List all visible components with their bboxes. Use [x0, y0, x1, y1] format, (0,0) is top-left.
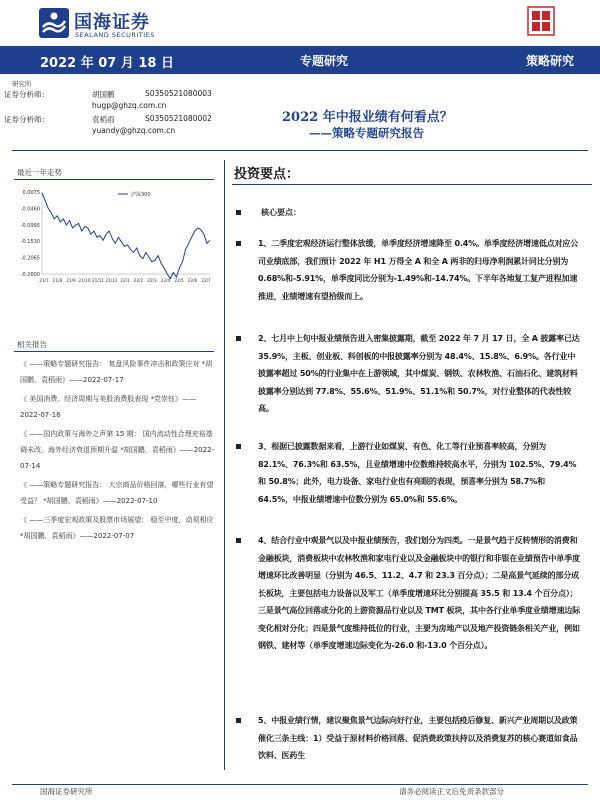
footer-disclaimer: 请务必阅读正文后免责条款部分: [399, 787, 504, 796]
analyst-email[interactable]: hugp@ghzq.com.cn: [92, 101, 167, 110]
y-tick-label: -0.0995: [20, 222, 40, 229]
related-report-item[interactable]: 《 ——国内政策与海外之声第 15 期： 国内流动性合理充裕基调未改，海外经济衰退预期升温 *胡国鹏，袁稻雨》——2022-07-14: [20, 430, 215, 470]
x-tick-label: 22/4: [160, 278, 171, 283]
related-report-item[interactable]: 《 ——三季度宏观政策及股票市场展望： 稳至中度，动须相应 *胡国鹏，袁稻雨》——2022-07-07: [20, 516, 214, 540]
divider: [12, 784, 588, 785]
trend-title: 最近一年走势: [17, 168, 62, 177]
divider: [12, 150, 588, 151]
sealand-logo-icon: [38, 7, 70, 39]
chart-axes: [42, 192, 210, 274]
x-tick-label: 21/10: [78, 278, 91, 283]
x-tick-label: 21/12: [105, 278, 118, 283]
header-bar: [0, 46, 600, 74]
x-tick-label: 22/6: [187, 278, 198, 283]
x-tick-label: 22/3: [147, 278, 157, 283]
company-logo: [38, 7, 200, 43]
y-tick-label: -0.0460: [20, 206, 40, 213]
divider: [14, 351, 214, 352]
series-line: [42, 193, 210, 279]
related-report-item[interactable]: 《 ——策略专题研究报告： 大宗商品价格回落，哪些行业有望受益？ *胡国鹏，袁稻雨》——2022-07-10: [20, 481, 214, 505]
column-divider: [224, 160, 225, 770]
key-point-paragraph: 5、中报业绩行情，建议聚焦景气边际向好行业，主要包括疫后修复、新兴产业周期以及政策催化三条主线：1）受益于原材料价格回落、促消费政策扶持以及消费复苏的核心赛道如食品饮料、医药生: [258, 716, 578, 760]
analyst-name: 胡国鹏: [92, 90, 115, 99]
x-tick-label: 21/8: [52, 278, 63, 283]
y-tick-label: -0.2600: [20, 272, 40, 278]
divider: [14, 179, 214, 180]
x-tick-label: 22/1: [120, 278, 130, 283]
x-tick-label: 21/11: [91, 278, 105, 283]
divider: [232, 184, 592, 185]
report-subtitle: ——策略专题研究报告: [309, 126, 424, 140]
report-date: 2022 年 07 月 18 日: [40, 56, 174, 71]
main-heading: 投资要点：: [234, 167, 300, 182]
report-title: 2022 年中报业绩有何看点？: [282, 110, 453, 125]
analyst-cert: S0350521080002: [145, 114, 212, 123]
y-axis: [21, 190, 40, 278]
institute-label: 研究所: [12, 80, 32, 88]
bullet-icon: [236, 241, 241, 246]
y-tick-label: -0.2065: [20, 255, 40, 262]
analyst-role: 证券分析师：: [4, 90, 49, 99]
bullet-icon: [236, 444, 241, 449]
analyst-cert: S0350521080003: [145, 89, 212, 98]
company-seal-icon: [527, 6, 555, 36]
chart-legend: [118, 191, 151, 198]
key-point-paragraph: 1、二季度宏观经济运行整体放缓，单季度经济增速降至 0.4%。单季度经济增速低点对应公司业绩底部，我们预计 2022 年 H1 万得全 A 和全 A 两非的归母净利润累计同比分别为 0.68%和-5.91%，单季度同比分别为-1.49%和-14.74%。下半年各地复工复产进程加速推进，业绩增速有望拾级而上。: [258, 239, 579, 301]
related-title: 相关报告: [17, 340, 47, 349]
key-point-paragraph: 2、七月中上旬中报业绩预告进入密集披露期，截至 2022 年 7 月 17 日，全 A 披露率已达 35.9%，主板、创业板、科创板的中报披露率分别为 48.4%、15.8%、6.9%。各行业中披露率超过 50%的行业集中在上游领域，其中煤炭、钢铁、农林牧渔、石油石化、建筑材料披露率分别达到 77.8%、55.6%、51.9%、51.1%和 50.7%，对行业整体的代表性较高。: [258, 334, 580, 413]
x-tick-label: 22/2: [133, 278, 144, 283]
report-column: 策略研究: [526, 54, 575, 68]
analyst-role: 证券分析师：: [4, 115, 49, 124]
trend-chart: [14, 188, 214, 290]
bullet-icon: [236, 538, 241, 543]
x-tick-label: 21/7: [39, 278, 49, 283]
analyst-name: 袁稻雨: [92, 115, 115, 124]
x-tick-label: 21/9: [66, 278, 76, 283]
related-report-item[interactable]: 《 ——策略专题研究报告： 复盘风险事件冲击和政策应对 *胡国鹏，袁稻雨》——2022-07-17: [20, 360, 213, 384]
y-tick-label: -0.1530: [20, 239, 40, 246]
core-label: 核心要点：: [261, 208, 301, 217]
y-tick-label: 0.0075: [22, 190, 40, 196]
footer-institute: 国海证券研究所: [40, 787, 93, 796]
logo-text-en: SEALAND SECURITIES: [75, 31, 155, 39]
bullet-icon: [236, 336, 241, 341]
related-reports-list: [20, 356, 216, 547]
key-point-paragraph: 3、根据已披露数据来看，上游行业如煤炭、有色、化工等行业预喜率较高，分别为 82.1%、76.3%和 63.5%，且业绩增速中位数维持较高水平，分别为 102.5%、79.4%和 50.8%；此外，电力设备、家电行业也有亮眼的表现，预喜率分别为 58.7%和 64.5%，中报业绩增速中位数分别为 65.0%和 55.6%。: [258, 442, 577, 504]
key-point-paragraph: 4、结合行业中观景气以及中报业绩预告，我们划分为四类。一是景气趋于反转情形的消费和金融板块，消费板块中农林牧渔和家电行业以及金融板块中的银行和非银在业绩预告中单季度增速环比改善明显（分别为 46.5、11.2、4.7 和 23.3 百分点）；二是高景气延续的部分成长板块，主要包括电力设备以及军工（单季度增速环比分别提高 35.5 和 13.4 个百分点）；三是景气高位回落或分化的上游资源品行业以及 TMT 板块，其中各行业单季度业绩增速边际变化相对分化；四是景气度维持低位的行业，主要为房地产以及地产投资链条相关产业，例如钢铁、建材等（单季度增速边际变化为-26.0 和-13.0 个百分点）。: [258, 536, 580, 650]
x-tick-label: 22/7: [201, 278, 211, 283]
bullet-icon: [236, 210, 241, 215]
related-report-item[interactable]: 《 美国消费、经济周期与美股消费股表现 *党崇钰》——2022-07-16: [20, 395, 196, 419]
x-axis: [39, 278, 211, 283]
bullet-icon: [236, 718, 241, 723]
logo-text-cn: 国海证券: [74, 12, 150, 33]
x-tick-label: 22/5: [174, 278, 184, 283]
report-type: 专题研究: [300, 54, 349, 68]
legend-label: 沪深300: [131, 192, 151, 198]
analyst-email[interactable]: yuandy@ghzq.com.cn: [92, 126, 176, 135]
